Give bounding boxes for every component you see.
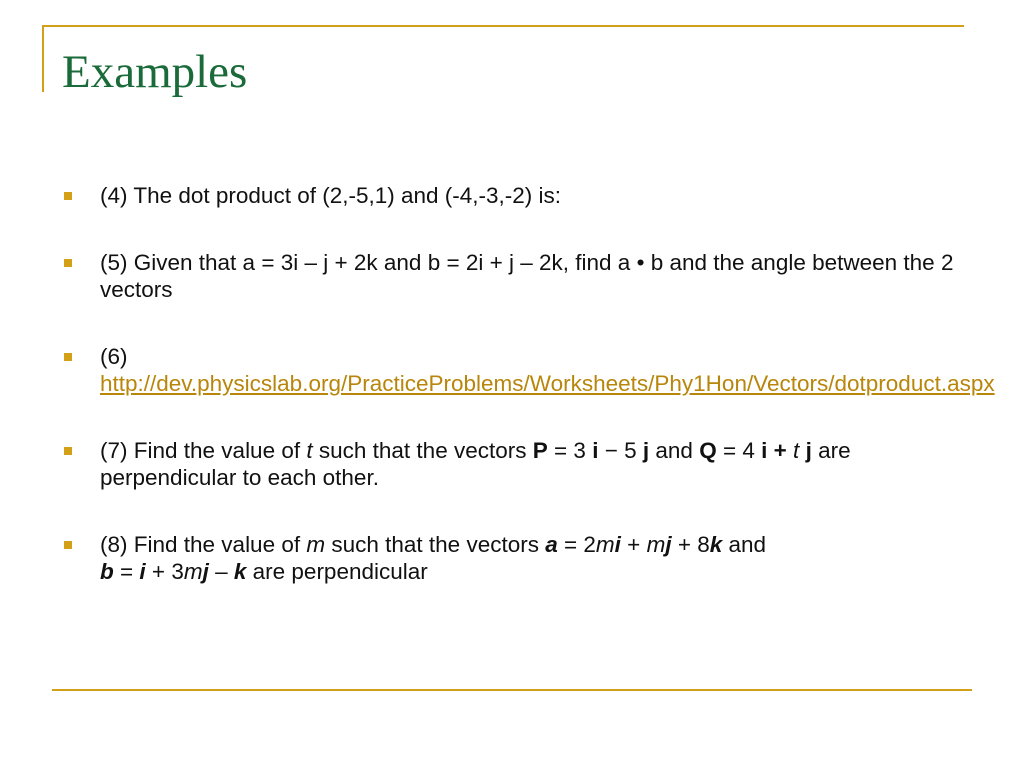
top-rule (42, 25, 964, 27)
left-rule (42, 25, 44, 92)
bullet-item-7: (7) Find the value of t such that the vectors P = 3 i − 5 j and Q = 4 i + t j are perpendicular to each other. (64, 437, 964, 491)
bullet-list (64, 182, 995, 625)
bullet-item-6 (64, 343, 995, 397)
bullet-text: (6) (100, 344, 128, 369)
bullet-item-5 (64, 249, 964, 303)
bullet-item-4 (64, 182, 964, 209)
bottom-rule (52, 689, 972, 691)
slide-title: Examples (62, 46, 248, 98)
physicslab-link[interactable]: http://dev.physicslab.org/PracticeProblems/Worksheets/Phy1Hon/Vectors/dotproduct.aspx (100, 371, 995, 396)
bullet-text: (5) Given that a = 3i – j + 2k and b = 2i + j – 2k, find a • b and the angle between the 2 vectors (100, 250, 954, 302)
bullet-text: (4) The dot product of (2,-5,1) and (-4,-3,-2) is: (100, 183, 562, 208)
bullet-item-8: (8) Find the value of m such that the vectors a = 2mi + mj + 8k and b = i + 3mj – k are perpendicular (64, 531, 964, 585)
